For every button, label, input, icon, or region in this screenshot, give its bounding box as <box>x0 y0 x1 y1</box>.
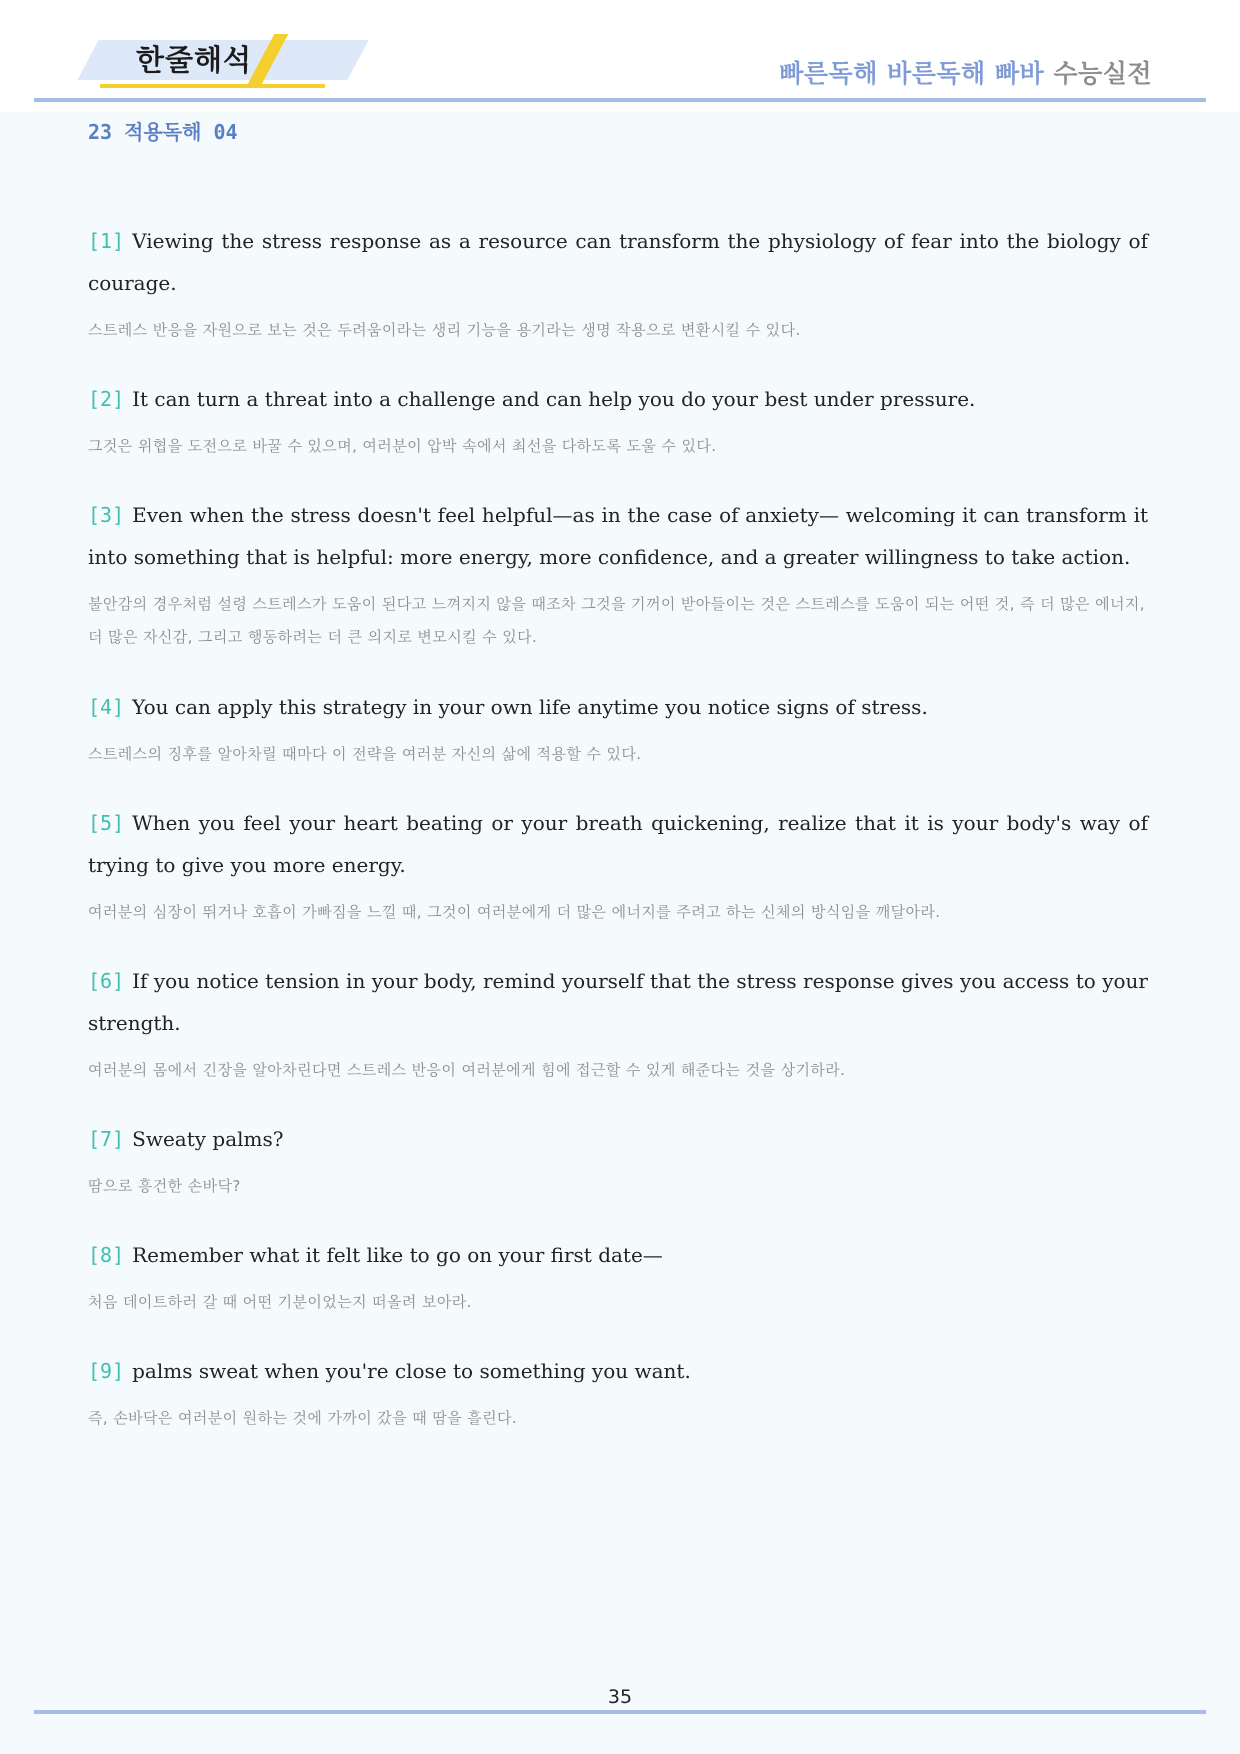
sentence-list <box>88 230 1148 1476</box>
english-text: It can turn a threat into a challenge and can help you do your best under pressure. <box>132 387 976 411</box>
english-text: Remember what it felt like to go on your first date— <box>132 1243 663 1267</box>
english-sentence <box>88 378 1148 420</box>
sentence-item <box>88 970 1148 1128</box>
korean-translation: 여러분의 몸에서 긴장을 알아차린다면 스트레스 반응이 여러분에게 힘에 접근할 수 있게 해준다는 것을 상기하라. <box>88 1061 846 1079</box>
footer-rule <box>34 1710 1206 1714</box>
header-rule <box>34 98 1206 102</box>
series-title <box>779 54 1152 90</box>
english-text: palms sweat when you're close to something you want. <box>132 1359 691 1383</box>
sentence-number: [6] <box>88 969 125 993</box>
sentence-number: [5] <box>88 811 125 835</box>
sentence-item <box>88 388 1148 504</box>
english-text: When you feel your heart beating or your breath quickening, realize that it is your body's way of trying to give you more energy. <box>88 811 1148 877</box>
sentence-item <box>88 696 1148 812</box>
korean-translation: 불안감의 경우처럼 설령 스트레스가 도움이 된다고 느껴지지 않을 때조차 그것을 기꺼이 받아들이는 것은 스트레스를 도움이 되는 어떤 것, 즉 더 많은 에너지, 더 많은 자신감, 그리고 행동하려는 더 큰 의지로 변모시킬 수 있다. <box>88 595 1145 646</box>
sentence-number: [2] <box>88 387 125 411</box>
page-number: 35 <box>607 1686 633 1708</box>
english-sentence <box>88 1234 1148 1276</box>
english-text: Even when the stress doesn't feel helpful—as in the case of anxiety— welcoming it can transform it into something that is helpful: more energy, more confidence, and a greater willingness to take action. <box>88 503 1148 569</box>
english-sentence <box>88 1350 1148 1392</box>
english-sentence <box>88 220 1148 304</box>
english-sentence <box>88 802 1148 886</box>
section-label: 23 적용독해 04 <box>88 120 238 144</box>
sentence-item <box>88 504 1148 696</box>
english-sentence <box>88 494 1148 578</box>
logo-underline <box>100 84 325 88</box>
sentence-number: [4] <box>88 695 125 719</box>
korean-translation: 처음 데이트하러 갈 때 어떤 기분이었는지 떠올려 보아라. <box>88 1293 472 1311</box>
sentence-item <box>88 1360 1148 1476</box>
korean-translation: 스트레스의 징후를 알아차릴 때마다 이 전략을 여러분 자신의 삶에 적용할 수 있다. <box>88 745 642 763</box>
sentence-number: [9] <box>88 1359 125 1383</box>
english-sentence <box>88 960 1148 1044</box>
sentence-item <box>88 1128 1148 1244</box>
sentence-item <box>88 1244 1148 1360</box>
sentence-number: [8] <box>88 1243 125 1267</box>
sentence-number: [3] <box>88 503 125 527</box>
korean-translation: 땀으로 흥건한 손바닥? <box>88 1177 241 1195</box>
korean-translation: 스트레스 반응을 자원으로 보는 것은 두려움이라는 생리 기능을 용기라는 생명 작용으로 변환시킬 수 있다. <box>88 321 801 339</box>
sentence-item <box>88 230 1148 388</box>
english-text: If you notice tension in your body, remind yourself that the stress response gives you access to your strength. <box>88 969 1148 1035</box>
sentence-number: [1] <box>88 229 125 253</box>
korean-translation: 여러분의 심장이 뛰거나 호흡이 가빠짐을 느낄 때, 그것이 여러분에게 더 많은 에너지를 주려고 하는 신체의 방식임을 깨달아라. <box>88 903 941 921</box>
sentence-item <box>88 812 1148 970</box>
logo <box>60 32 360 90</box>
english-text: Sweaty palms? <box>132 1127 284 1151</box>
korean-translation: 즉, 손바닥은 여러분이 원하는 것에 가까이 갔을 때 땀을 흘린다. <box>88 1409 518 1427</box>
korean-translation: 그것은 위협을 도전으로 바꿀 수 있으며, 여러분이 압박 속에서 최선을 다하도록 도울 수 있다. <box>88 437 717 455</box>
sentence-number: [7] <box>88 1127 125 1151</box>
english-text: You can apply this strategy in your own life anytime you notice signs of stress. <box>132 695 928 719</box>
series-title-main: 빠른독해 바른독해 빠바 <box>779 59 1045 88</box>
english-sentence <box>88 686 1148 728</box>
english-text: Viewing the stress response as a resource can transform the physiology of fear into the biology of courage. <box>88 229 1148 295</box>
english-sentence <box>88 1118 1148 1160</box>
series-title-sub: 수능실전 <box>1053 59 1152 88</box>
logo-text: 한줄해석 <box>136 43 253 77</box>
